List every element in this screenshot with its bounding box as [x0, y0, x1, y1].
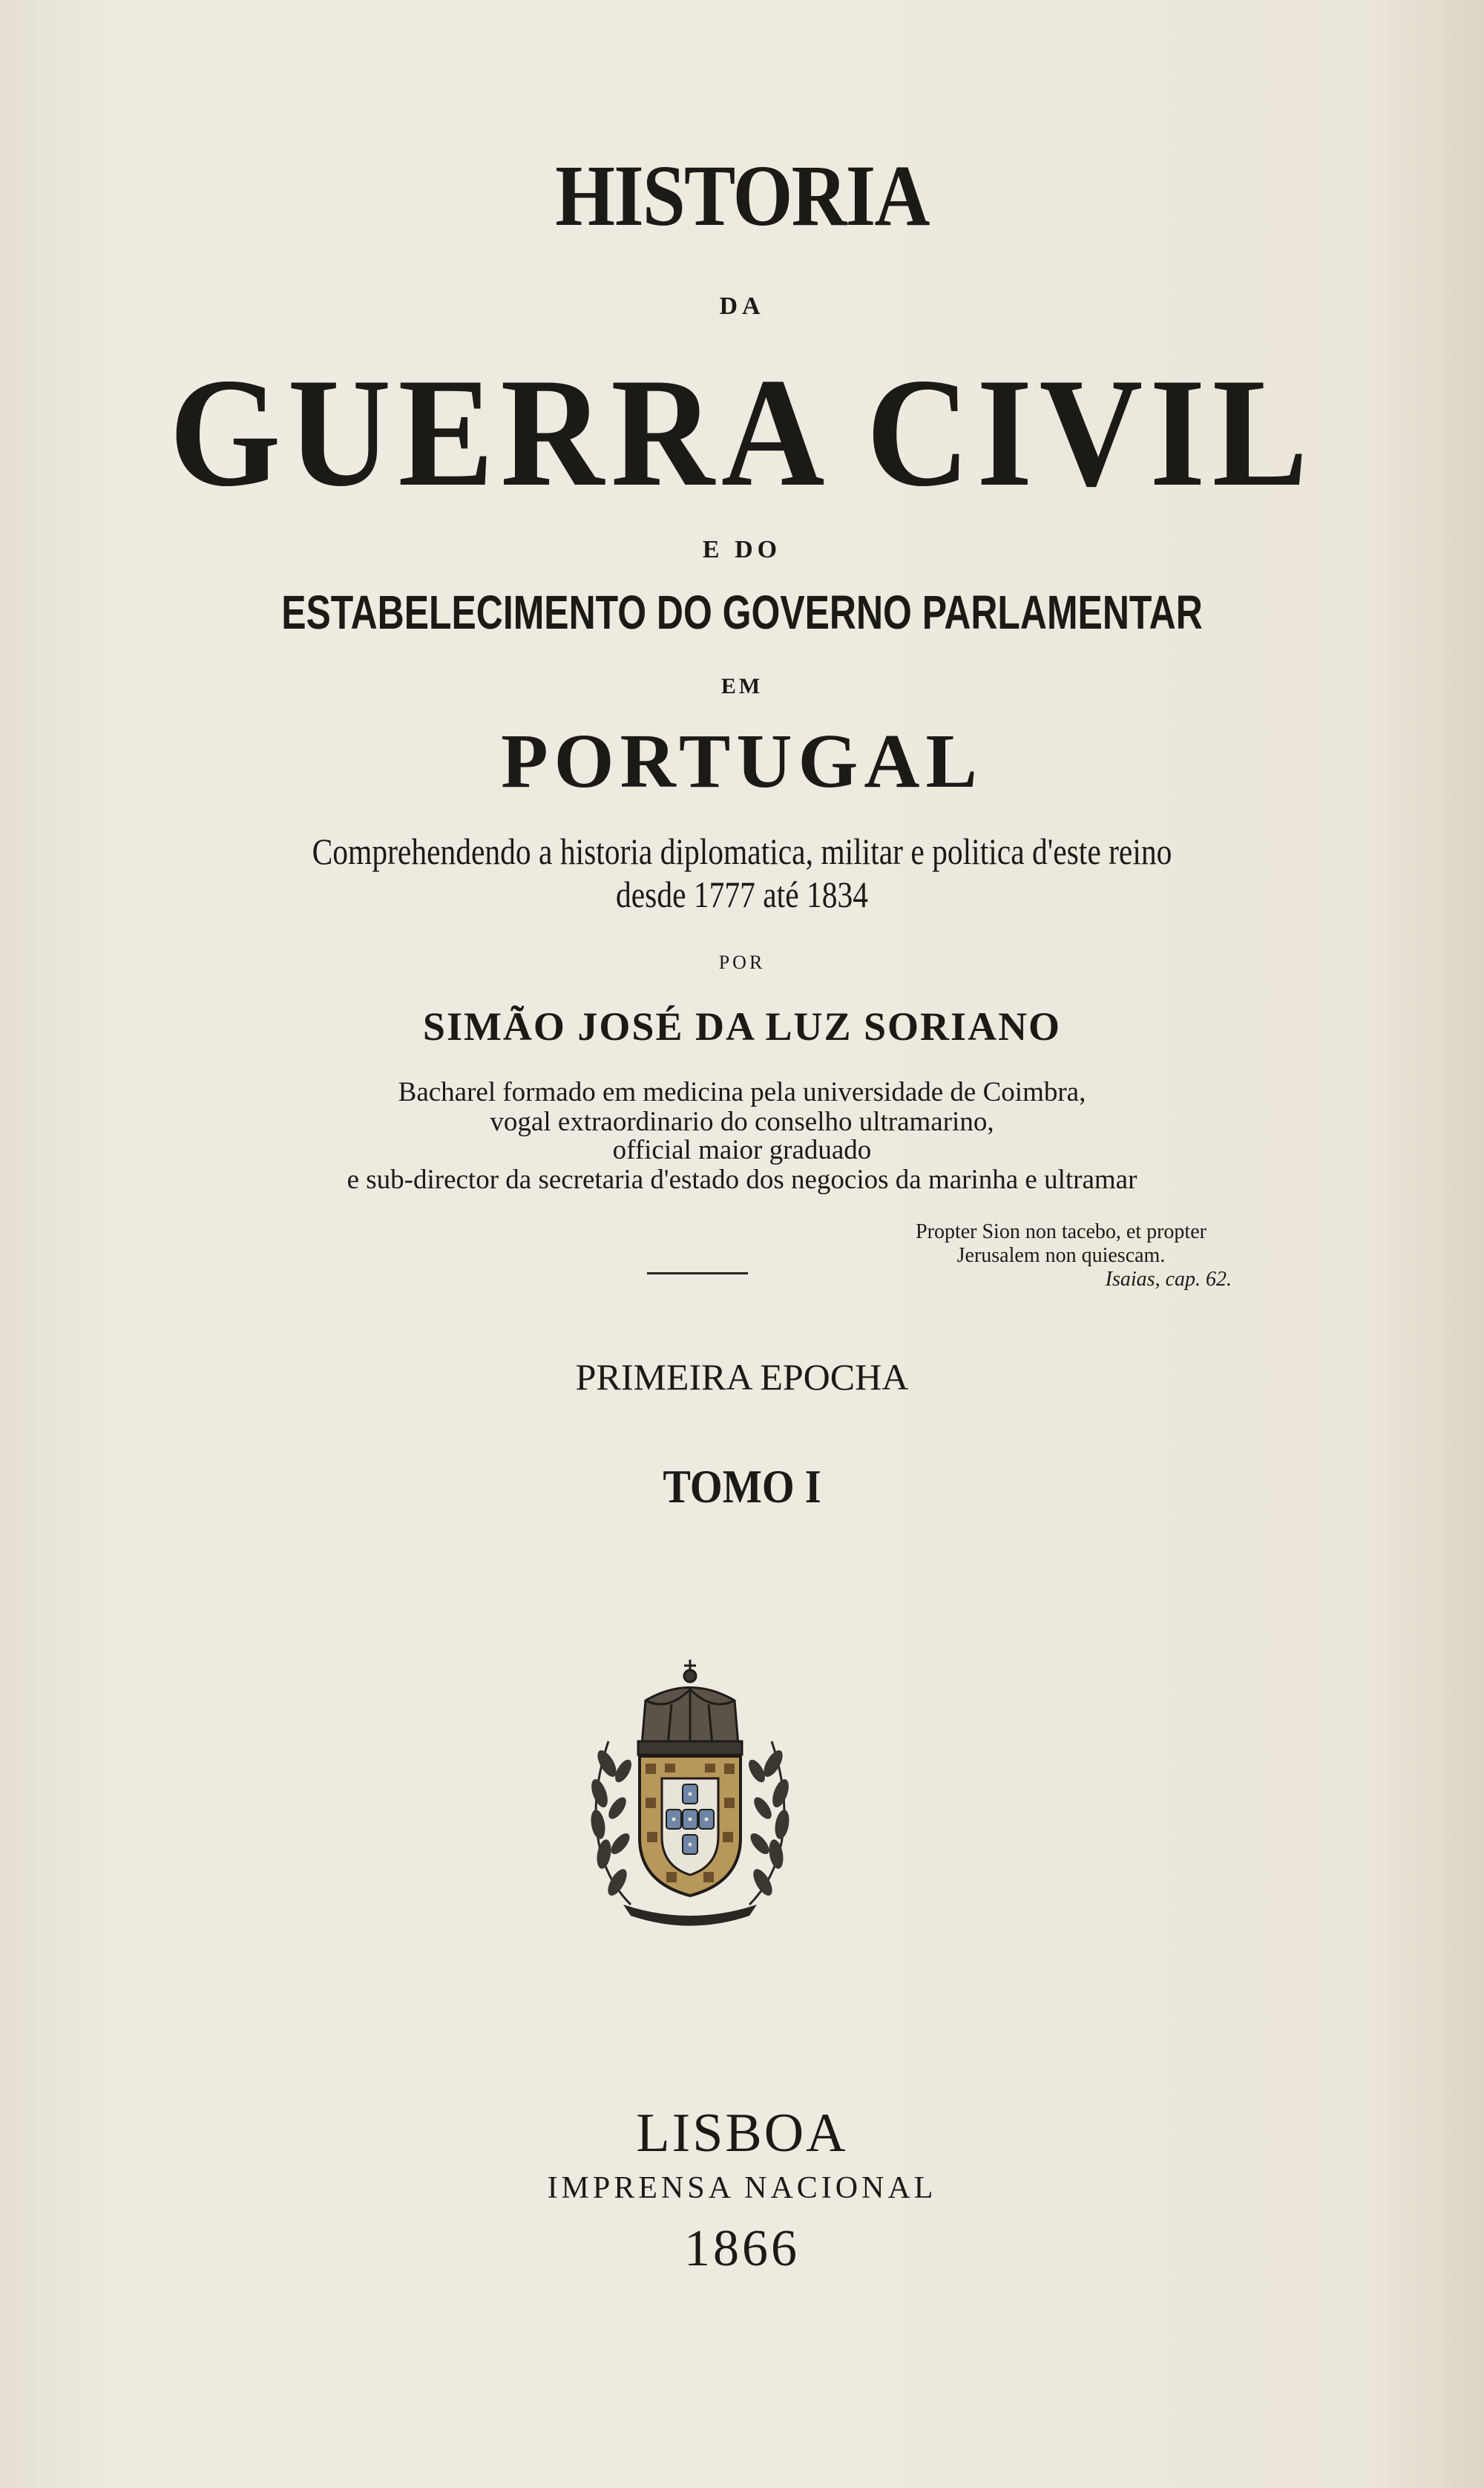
title-guerra-civil: GUERRA CIVIL: [169, 347, 1315, 519]
imprint-city: LISBOA: [636, 2103, 848, 2164]
author-credential-3: official maior graduado: [612, 1135, 872, 1165]
subtitle-line-1: Comprehendendo a historia diplomatica, militar e politica d'este reino: [312, 831, 1172, 872]
title-e-do: E DO: [702, 536, 782, 563]
royal-coat-of-arms-icon: [571, 1660, 809, 1934]
divider-rule: [647, 1272, 748, 1274]
by-line: POR: [718, 952, 766, 973]
epigraph-line-1: Propter Sion non tacebo, et propter: [916, 1220, 1206, 1243]
title-da: DA: [719, 292, 765, 320]
title-estabelecimento: ESTABELECIMENTO DO GOVERNO PARLAMENTAR: [281, 586, 1203, 639]
author-credential-1: Bacharel formado em medicina pela universidade de Coimbra,: [398, 1077, 1086, 1107]
epigraph-line-2: Jerusalem non quiescam.: [956, 1244, 1166, 1267]
subtitle-line-2: desde 1777 até 1834: [616, 874, 868, 915]
title-em: EM: [720, 674, 764, 698]
author-name: SIMÃO JOSÉ DA LUZ SORIANO: [422, 1004, 1062, 1049]
imprint-year: 1866: [684, 2220, 800, 2277]
epigraph: [861, 1220, 1261, 1292]
author-credential-2: vogal extraordinario do conselho ultramarino,: [490, 1107, 994, 1137]
volume-label: TOMO I: [663, 1460, 821, 1513]
author-credential-4: e sub-director da secretaria d'estado dos negocios da marinha e ultramar: [347, 1165, 1137, 1195]
title-historia: HISTORIA: [555, 147, 929, 244]
imprint-publisher: IMPRENSA NACIONAL: [547, 2171, 937, 2205]
epocha-label: PRIMEIRA EPOCHA: [575, 1356, 909, 1398]
title-portugal: PORTUGAL: [501, 718, 983, 804]
epigraph-source: Isaias, cap. 62.: [1105, 1268, 1232, 1291]
